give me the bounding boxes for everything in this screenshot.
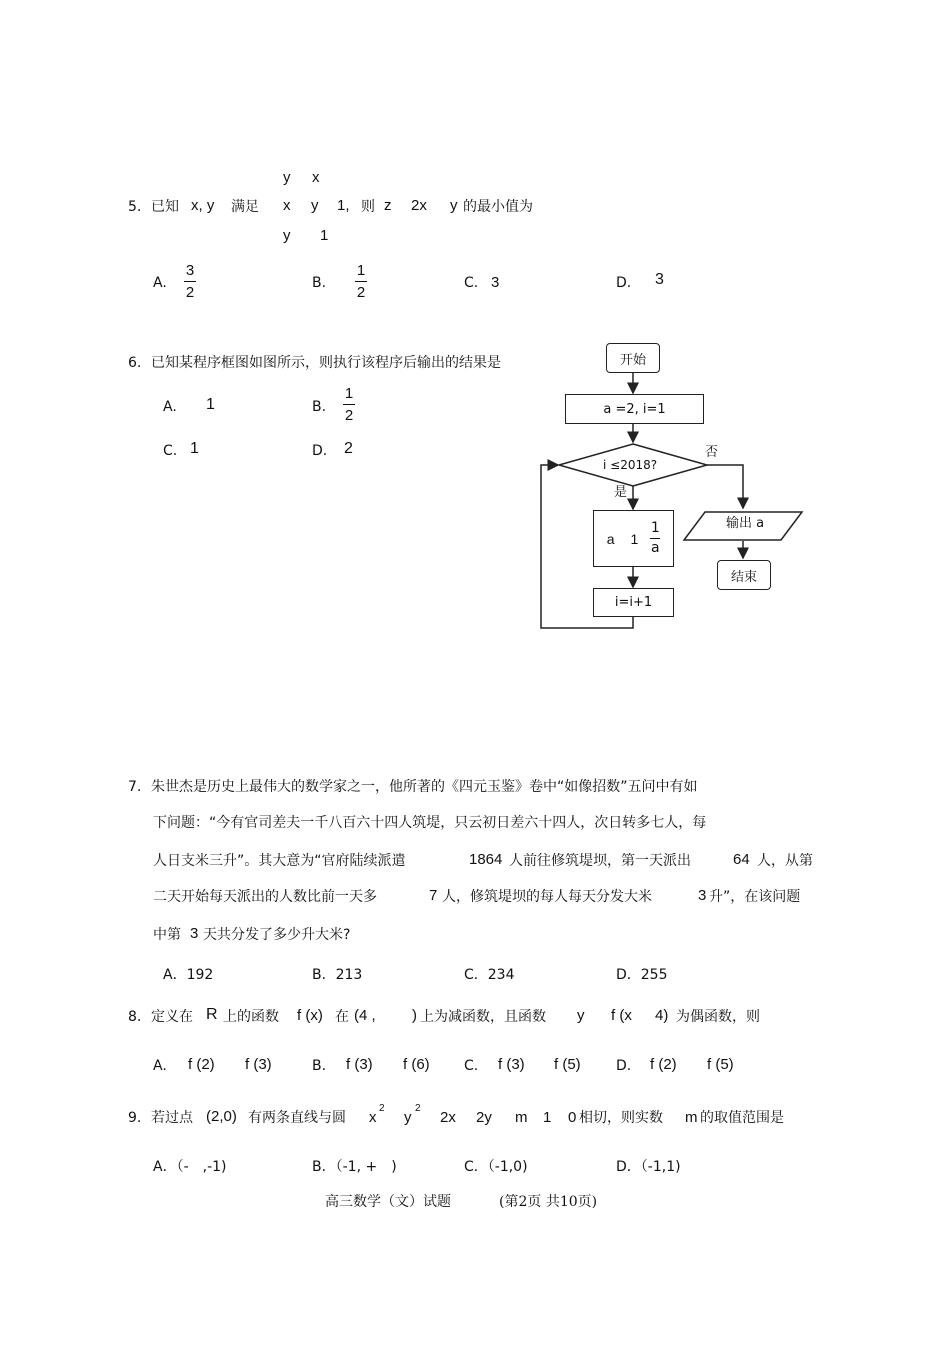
q8-four: 4)	[655, 1007, 669, 1024]
q5-y: y	[450, 197, 458, 214]
q9-one: 1	[543, 1109, 552, 1126]
q5-text-satisfy: 满足	[231, 199, 259, 215]
q7-option-c: C．234	[464, 967, 515, 983]
q5-z: z	[384, 197, 392, 214]
q8-f: f (x	[611, 1007, 632, 1024]
q8-text-b: 上的函数	[223, 1009, 279, 1025]
q8-option-d-left: f (2)	[650, 1056, 677, 1073]
flow-assign-fraction	[650, 521, 660, 556]
q8-number: 8.	[128, 1009, 142, 1025]
q8-text-c: 在	[335, 1009, 349, 1025]
q7-line-5b: 3	[190, 925, 199, 942]
q5-option-b-numerator: 1	[356, 262, 366, 279]
q7-line-4b: 7	[429, 887, 438, 904]
q5-option-d-label: D.	[616, 275, 632, 291]
q7-option-b: B．213	[312, 967, 363, 983]
q8-interval: (4 ,	[354, 1007, 376, 1024]
q5-option-c-value: 3	[491, 274, 500, 291]
q9-x-exponent: 2	[379, 1103, 385, 1114]
q8-option-b-right: f (6)	[403, 1056, 430, 1073]
flow-assign-denominator: a	[651, 540, 660, 556]
q5-option-b-denominator: 2	[356, 284, 366, 301]
footer-title: 高三数学（文）试题	[325, 1194, 451, 1210]
q7-line-3d: 64	[733, 851, 750, 868]
q6-option-d-value: 2	[344, 440, 353, 457]
q9-2x: 2x	[440, 1109, 456, 1126]
q9-m: m	[515, 1109, 528, 1126]
flow-start	[606, 343, 660, 373]
flow-no-label: 否	[705, 445, 719, 460]
q9-2y: 2y	[476, 1109, 492, 1126]
q9-y: y	[404, 1109, 412, 1126]
q9-text-c: 相切，则实数	[579, 1110, 663, 1126]
q7-line-4a: 二天开始每天派出的人数比前一天多	[153, 889, 377, 905]
q5-constraint-2-rhs: 1,	[337, 197, 350, 214]
q8-text-e: 为偶函数，则	[676, 1009, 760, 1025]
flow-yes-label: 是	[614, 485, 628, 500]
q5-constraint-2-y: y	[311, 197, 319, 214]
q6-option-d-label: D.	[312, 443, 328, 459]
q7-line-3a: 人日支米三升”。其大意为“官府陆续派遣	[153, 853, 406, 869]
q6-option-c-label: C.	[163, 443, 178, 459]
q7-option-d: D．255	[616, 967, 668, 983]
flow-assign-numerator: 1	[650, 520, 660, 536]
q5-option-c-label: C.	[464, 275, 479, 291]
q7-line-4c: 人，修筑堤坝的每人每天分发大米	[442, 889, 652, 905]
flow-condition-label: i ≤2018?	[603, 458, 658, 472]
q5-constraint-2-x: x	[283, 197, 291, 214]
q6-number: 6.	[128, 355, 142, 371]
q7-line-2: 下问题：“今有官司差夫一千八百六十四人筑堤，只云初日差六十四人，次日转多七人，每	[153, 815, 707, 831]
q6-option-a-value: 1	[206, 396, 215, 413]
q6-option-a-label: A.	[163, 399, 177, 415]
flow-output-label: 输出 a	[726, 516, 765, 531]
fraction-bar	[650, 538, 660, 539]
q5-constraint-3-y: y	[283, 227, 291, 244]
q9-option-b: B．（-1, + )	[312, 1159, 397, 1175]
q8-option-d-right: f (5)	[707, 1056, 734, 1073]
q8-option-c-right: f (5)	[554, 1056, 581, 1073]
q7-line-4d: 3	[698, 887, 707, 904]
q5-number: 5.	[128, 199, 142, 215]
q8-text-a: 定义在	[151, 1009, 193, 1025]
q7-line-3e: 人，从第	[757, 853, 813, 869]
flow-assign-var: a	[606, 530, 615, 547]
flow-init-label: a =2, i=1	[603, 401, 666, 417]
q6-option-b-label: B.	[312, 399, 327, 415]
q7-number: 7.	[128, 779, 142, 795]
q8-option-d-label: D.	[616, 1058, 632, 1074]
q5-text-post: 的最小值为	[463, 199, 533, 215]
q5-option-a-denominator: 2	[185, 284, 195, 301]
q8-option-a-label: A.	[153, 1058, 167, 1074]
q8-R: R	[206, 1006, 218, 1023]
q6-option-b-denominator: 2	[344, 407, 354, 424]
q9-zero: 0	[568, 1109, 577, 1126]
q8-option-b-left: f (3)	[346, 1056, 373, 1073]
q5-option-a-numerator: 3	[185, 262, 195, 279]
q7-line-5c: 天共分发了多少升大米?	[203, 927, 351, 943]
q7-option-a: A．192	[163, 967, 214, 983]
q5-option-b-label: B.	[312, 275, 327, 291]
q6-option-b-numerator: 1	[344, 385, 354, 402]
q7-line-5a: 中第	[153, 927, 181, 943]
q9-text-a: 若过点	[151, 1110, 193, 1126]
q9-m2: m	[685, 1109, 698, 1126]
flow-increment-label: i=i+1	[614, 595, 653, 610]
q5-text-pre: 已知	[151, 199, 179, 215]
q8-option-c-left: f (3)	[498, 1056, 525, 1073]
q9-text-b: 有两条直线与圆	[248, 1110, 346, 1126]
flow-assign-one: 1	[630, 530, 639, 547]
flow-increment	[593, 588, 674, 617]
q6-text: 已知某程序框图如图所示，则执行该程序后输出的结果是	[151, 355, 501, 371]
q6-option-c-value: 1	[190, 440, 199, 457]
q9-point: (2,0)	[206, 1108, 237, 1125]
q7-line-3c: 人前往修筑堤坝，第一天派出	[509, 853, 691, 869]
q5-constraint-1-x: x	[312, 169, 320, 186]
q9-y-exponent: 2	[415, 1103, 421, 1114]
q8-option-c-label: C.	[464, 1058, 479, 1074]
q9-option-d: D．（-1,1)	[616, 1159, 681, 1175]
q9-text-d: 的取值范围是	[700, 1110, 784, 1126]
q8-fx: f (x)	[297, 1007, 323, 1024]
q9-option-c: C．（-1,0)	[464, 1159, 528, 1175]
q8-interval-end: )	[412, 1007, 417, 1024]
q5-constraint-1-y: y	[283, 169, 291, 186]
q9-option-a: A．（- ,-1)	[153, 1159, 227, 1175]
q5-2x: 2x	[411, 197, 427, 214]
q5-option-d-value: 3	[655, 271, 664, 288]
q8-option-a-left: f (2)	[188, 1056, 215, 1073]
q9-x: x	[369, 1109, 377, 1126]
flow-start-label: 开始	[619, 352, 646, 368]
q7-line-4e: 升”，在该问题	[709, 889, 801, 905]
flow-end-label: 结束	[730, 569, 757, 585]
flow-assign	[593, 510, 674, 567]
q8-option-b-label: B.	[312, 1058, 327, 1074]
q5-option-a-label: A.	[153, 275, 167, 291]
flow-end	[717, 560, 771, 590]
footer-page: (第2页 共10页)	[499, 1194, 598, 1210]
q7-line-3b: 1864	[469, 851, 503, 868]
q8-text-d: 上为减函数，且函数	[420, 1009, 546, 1025]
flow-init	[565, 394, 704, 424]
q5-text-then: 则	[361, 199, 375, 215]
q5-vars: x, y	[191, 197, 215, 214]
q5-constraint-3-rhs: 1	[320, 227, 329, 244]
q7-line-1: 朱世杰是历史上最伟大的数学家之一，他所著的《四元玉鉴》卷中“如像招数”五问中有如	[151, 779, 698, 795]
q8-option-a-right: f (3)	[245, 1056, 272, 1073]
q9-number: 9.	[128, 1110, 142, 1126]
q8-y: y	[577, 1007, 585, 1024]
